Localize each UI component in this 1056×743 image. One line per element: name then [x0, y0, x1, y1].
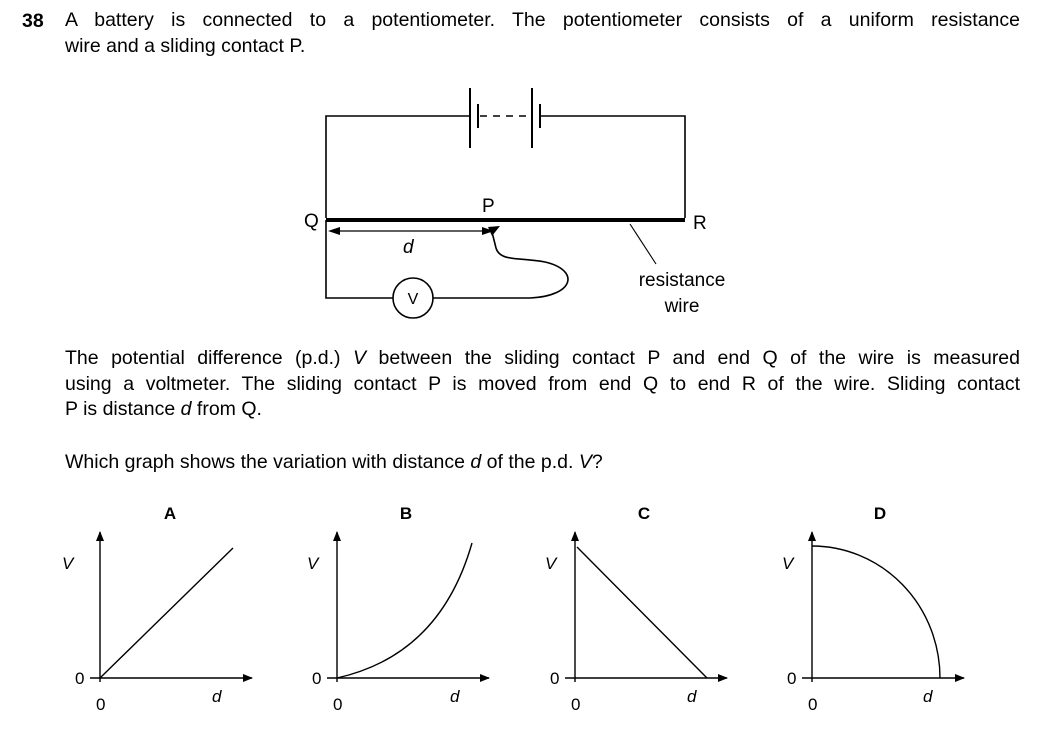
axis-x-label: d — [450, 687, 460, 706]
option-letter: D — [873, 504, 887, 523]
option-d-graph — [782, 504, 964, 714]
label-d: d — [403, 237, 414, 258]
axis-y-label: V — [782, 554, 794, 573]
circuit-wire-left-top — [326, 116, 470, 218]
body-line: P is distance d from Q. — [65, 398, 262, 420]
voltmeter-lead — [433, 232, 568, 298]
label-Q: Q — [304, 211, 319, 232]
option-a-graph — [62, 504, 252, 714]
voltmeter-label: V — [407, 291, 419, 308]
body-line: The potential difference (p.d.) V between the sliding contact P and end Q of the wire is measured — [65, 347, 1021, 369]
axis-x-label: d — [923, 687, 933, 706]
option-letter: B — [399, 504, 413, 523]
origin-y-label: 0 — [75, 669, 85, 688]
axis-y-label: V — [307, 554, 319, 573]
label-P: P — [482, 196, 495, 217]
battery-icon — [470, 88, 540, 148]
body-line: using a voltmeter. The sliding contact P is moved from end Q to end R of the wire. Sliding contact — [65, 372, 1020, 395]
stem-line: wire and a sliding contact P. — [65, 34, 306, 57]
origin-x-label: 0 — [333, 695, 343, 714]
stem-line: A battery is connected to a potentiometer. The potentiometer consists of a uniform resistance — [65, 9, 1020, 31]
origin-x-label: 0 — [808, 695, 818, 714]
option-b-graph — [307, 504, 489, 714]
circuit-diagram — [326, 88, 685, 318]
axis-y-label: V — [62, 554, 74, 573]
origin-x-label: 0 — [571, 695, 581, 714]
circuit-wire-right-top — [540, 116, 685, 218]
resistance-wire-label: resistance — [638, 270, 726, 291]
curve-b — [337, 543, 472, 678]
origin-y-label: 0 — [312, 669, 322, 688]
wire-label-leader — [630, 224, 656, 264]
curve-d — [812, 546, 940, 678]
axis-y-label: V — [545, 554, 557, 573]
label-R: R — [693, 213, 707, 234]
option-letter: C — [637, 504, 651, 523]
origin-x-label: 0 — [96, 695, 106, 714]
question-number: 38 — [22, 10, 44, 32]
origin-y-label: 0 — [550, 669, 560, 688]
prompt-line: Which graph shows the variation with distance d of the p.d. V? — [65, 451, 603, 473]
axis-x-label: d — [212, 687, 222, 706]
option-c-graph — [545, 504, 727, 714]
axis-x-label: d — [687, 687, 697, 706]
curve-c — [577, 547, 707, 678]
resistance-wire-label-2: wire — [664, 296, 700, 317]
origin-y-label: 0 — [787, 669, 797, 688]
curve-a — [100, 548, 233, 678]
option-letter: A — [163, 504, 177, 523]
